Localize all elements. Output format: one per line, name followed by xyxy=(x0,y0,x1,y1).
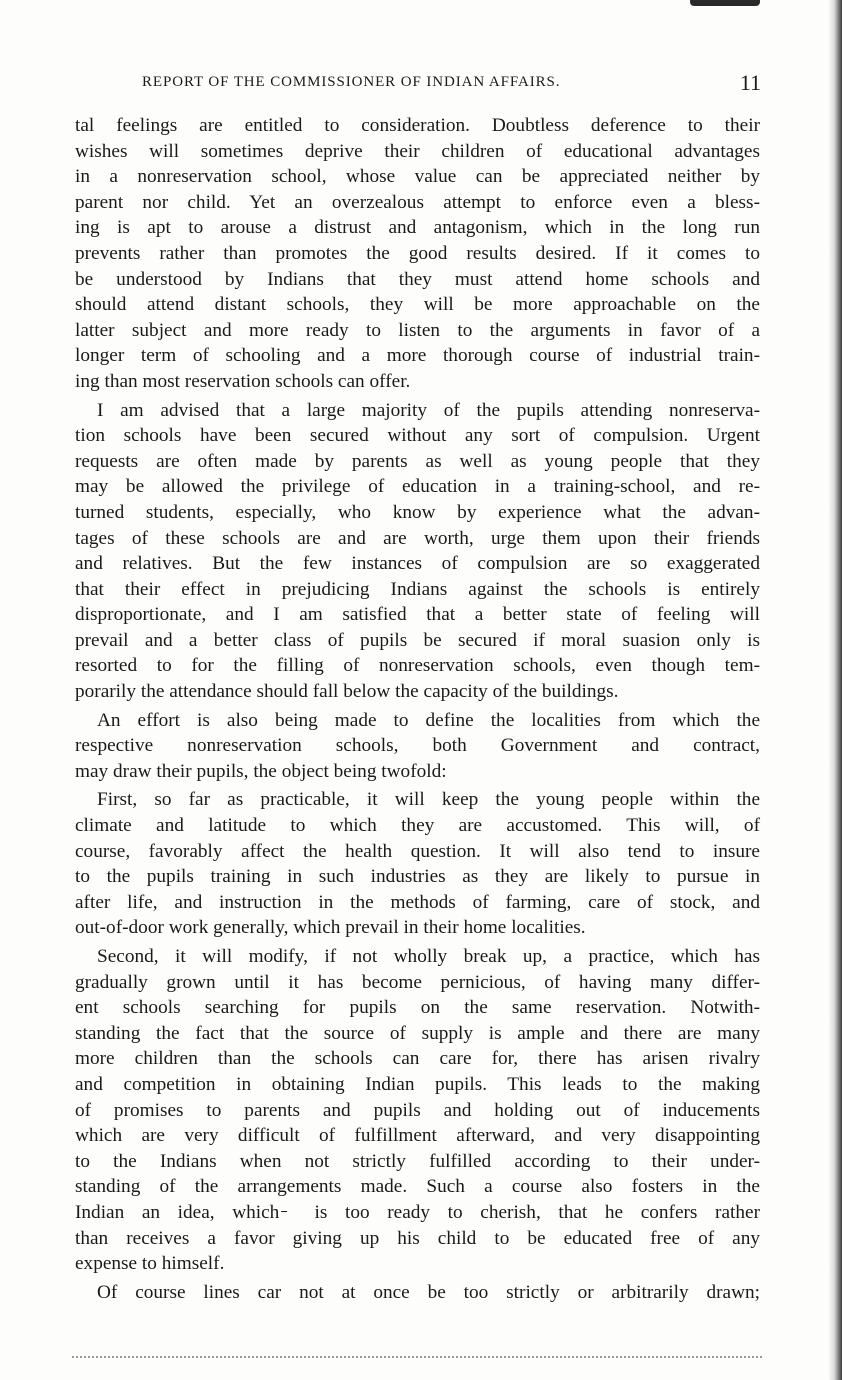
text-line: after life, and instruction in the methods of farming, care of stock, and xyxy=(75,891,760,913)
text-line: wishes will sometimes deprive their children of educational advantages xyxy=(75,140,760,162)
text-line: course, favorably affect the health question. It will also tend to insure xyxy=(75,840,760,862)
text-line: An effort is also being made to define the localities from which the xyxy=(97,709,760,731)
body-text xyxy=(75,113,760,1305)
text-line: may be allowed the privilege of education in a training-school, and re- xyxy=(75,476,760,498)
paragraph xyxy=(75,944,760,1277)
text-line: prevents rather than promotes the good results desired. If it comes to xyxy=(75,242,760,264)
page-edge-shadow-top xyxy=(690,0,760,6)
text-line: prevail and a better class of pupils be secured if moral suasion only is xyxy=(75,629,760,651)
text-line: parent nor child. Yet an overzealous attempt to enforce even a bless- xyxy=(75,191,760,213)
text-line: I am advised that a large majority of the pupils attending nonreserva- xyxy=(97,399,760,421)
text-line: that their effect in prejudicing Indians against the schools is entirely xyxy=(75,578,760,600)
text-line: may draw their pupils, the object being twofold: xyxy=(75,760,447,782)
text-line: Of course lines car not at once be too strictly or arbitrarily drawn; xyxy=(97,1281,760,1303)
text-line: disproportionate, and I am satisfied that a better state of feeling will xyxy=(75,604,760,626)
text-line: which are very difficult of fulfillment afterward, and very disappointing xyxy=(75,1125,760,1147)
text-line: tal feelings are entitled to consideration. Doubtless deference to their xyxy=(75,115,760,136)
text-line: of promises to parents and pupils and holding out of inducements xyxy=(75,1099,760,1121)
text-line: expense to himself. xyxy=(75,1253,225,1275)
text-line: respective nonreservation schools, both Government and contract, xyxy=(75,735,760,757)
text-line: longer term of schooling and a more thorough course of industrial train- xyxy=(75,345,760,367)
text-line: First, so far as practicable, it will keep the young people within the xyxy=(97,789,760,811)
text-line: tages of these schools are and are worth, urge them upon their friends xyxy=(75,527,760,549)
text-line: should attend distant schools, they will be more approachable on the xyxy=(75,294,760,316)
text-line: than receives a favor giving up his child to be educated free of any xyxy=(75,1227,760,1249)
text-line: gradually grown until it has become pernicious, of having many differ- xyxy=(75,971,760,993)
text-line: requests are often made by parents as well as young people that they xyxy=(75,450,760,472)
text-line: tion schools have been secured without any sort of compulsion. Urgent xyxy=(75,425,760,447)
text-line: Indian an idea, which ̵ is too ready to cherish, that he confers rather xyxy=(75,1201,760,1223)
paragraph xyxy=(75,113,760,395)
text-line: standing of the arrangements made. Such a course also fosters in the xyxy=(75,1176,760,1198)
running-header xyxy=(75,70,765,100)
page-number: 11 xyxy=(739,70,761,95)
text-line: ing than most reservation schools can offer. xyxy=(75,370,411,392)
paragraph xyxy=(75,398,760,705)
text-line: to the Indians when not strictly fulfilled according to their under- xyxy=(75,1150,760,1172)
bottom-rule xyxy=(72,1356,762,1358)
text-line: out-of-door work generally, which prevail in their home localities. xyxy=(75,917,586,939)
text-line: turned students, especially, who know by experience what the advan- xyxy=(75,501,760,523)
text-line: standing the fact that the source of supply is ample and there are many xyxy=(75,1022,760,1044)
text-line: resorted to for the filling of nonreservation schools, even though tem- xyxy=(75,655,760,677)
text-line: and relatives. But the few instances of compulsion are so exaggerated xyxy=(75,553,760,575)
text-line: and competition in obtaining Indian pupils. This leads to the making xyxy=(75,1073,760,1095)
text-line: in a nonreservation school, whose value can be appreciated neither by xyxy=(75,166,760,188)
text-line: to the pupils training in such industries as they are likely to pursue in xyxy=(75,866,760,888)
text-line: Second, it will modify, if not wholly break up, a practice, which has xyxy=(97,946,760,967)
paragraph xyxy=(75,787,760,941)
text-line: ing is apt to arouse a distrust and antagonism, which in the long run xyxy=(75,217,760,239)
paragraph xyxy=(75,708,760,785)
text-line: climate and latitude to which they are accustomed. This will, of xyxy=(75,815,760,837)
text-line: porarily the attendance should fall below the capacity of the buildings. xyxy=(75,681,619,703)
paragraph xyxy=(75,1280,760,1306)
page-edge-shadow-right xyxy=(828,0,842,1380)
text-line: be understood by Indians that they must attend home schools and xyxy=(75,268,760,290)
text-line: ent schools searching for pupils on the same reservation. Notwith- xyxy=(75,997,760,1019)
text-line: latter subject and more ready to listen to the arguments in favor of a xyxy=(75,319,760,341)
running-title: REPORT OF THE COMMISSIONER OF INDIAN AFFAIRS. xyxy=(142,74,561,90)
text-line: more children than the schools can care for, there has arisen rivalry xyxy=(75,1048,760,1070)
